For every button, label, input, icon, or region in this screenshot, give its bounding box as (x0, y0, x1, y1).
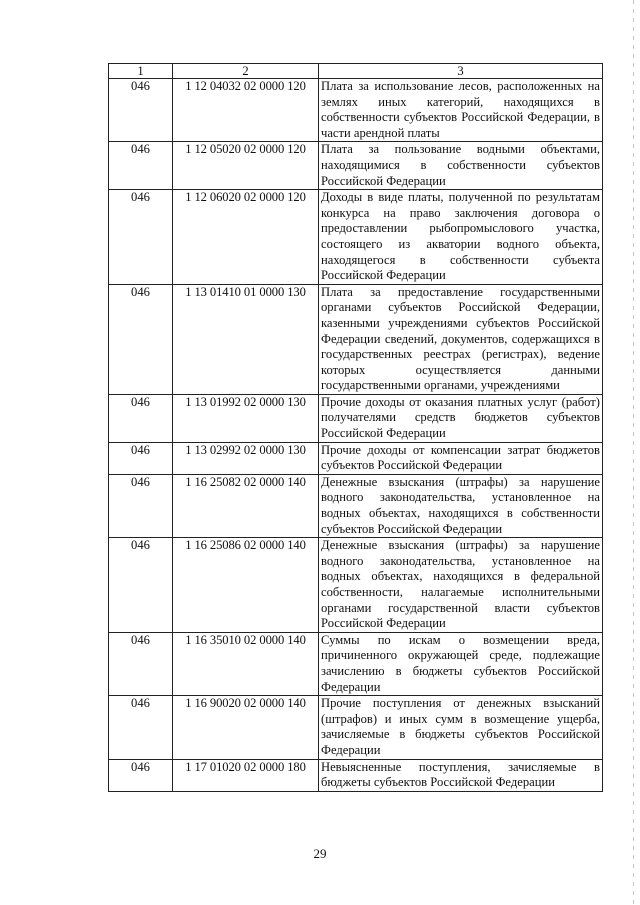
admin-code-cell: 046 (109, 632, 173, 695)
budget-classification-code-cell: 1 13 01992 02 0000 130 (173, 394, 319, 442)
admin-code-cell: 046 (109, 142, 173, 190)
table-row (109, 284, 603, 394)
budget-classification-code-cell: 1 12 06020 02 0000 120 (173, 190, 319, 285)
table-row (109, 696, 603, 759)
budget-classification-code-cell: 1 13 02992 02 0000 130 (173, 442, 319, 474)
column-header-3: 3 (319, 64, 603, 79)
table-row (109, 474, 603, 537)
budget-classification-code-cell: 1 16 90020 02 0000 140 (173, 696, 319, 759)
table-header (109, 64, 603, 79)
revenue-name-cell: Денежные взыскания (штрафы) за нарушение водного законодательства, установленное на водных объектах, находящихся в собственности субъектов Российской Федерации (319, 474, 603, 537)
scan-edge-line (633, 0, 634, 905)
table-row (109, 538, 603, 633)
table-body (109, 79, 603, 792)
revenue-name-cell: Денежные взыскания (штрафы) за нарушение водного законодательства, установленное на водных объектах, находящихся в федеральной собственности, налагаемые исполнительными органами государственной власти субъектов Российской Федерации (319, 538, 603, 633)
budget-classification-code-cell: 1 17 01020 02 0000 180 (173, 759, 319, 791)
table-row (109, 632, 603, 695)
page-number: 29 (313, 846, 327, 861)
table-row (109, 79, 603, 142)
table-row (109, 442, 603, 474)
column-header-1: 1 (109, 64, 173, 79)
budget-classification-code-cell: 1 16 25086 02 0000 140 (173, 538, 319, 633)
revenue-name-cell: Плата за предоставление государственными органами субъектов Российской Федерации, казенными учреждениями субъектов Российской Федерации сведений, документов, содержащихся в государственных реестрах (регистрах), ведение которых осуществляется данными государственными органами, учреждениями (319, 284, 603, 394)
budget-classification-code-cell: 1 16 25082 02 0000 140 (173, 474, 319, 537)
admin-code-cell: 046 (109, 394, 173, 442)
table-row (109, 190, 603, 285)
header-row (109, 64, 603, 79)
revenue-name-cell: Невыясненные поступления, зачисляемые в бюджеты субъектов Российской Федерации (319, 759, 603, 791)
revenue-name-cell: Прочие доходы от компенсации затрат бюджетов субъектов Российской Федерации (319, 442, 603, 474)
admin-code-cell: 046 (109, 759, 173, 791)
admin-code-cell: 046 (109, 190, 173, 285)
budget-classification-code-cell: 1 16 35010 02 0000 140 (173, 632, 319, 695)
admin-code-cell: 046 (109, 696, 173, 759)
table-row (109, 759, 603, 791)
revenue-name-cell: Плата за пользование водными объектами, находящимися в собственности субъектов Российской Федерации (319, 142, 603, 190)
admin-code-cell: 046 (109, 284, 173, 394)
revenue-name-cell: Прочие доходы от оказания платных услуг (работ) получателями средств бюджетов субъектов Российской Федерации (319, 394, 603, 442)
admin-code-cell: 046 (109, 79, 173, 142)
budget-classification-code-cell: 1 12 04032 02 0000 120 (173, 79, 319, 142)
revenue-codes-table (108, 63, 603, 792)
column-header-2: 2 (173, 64, 319, 79)
revenue-name-cell: Прочие поступления от денежных взысканий (штрафов) и иных сумм в возмещение ущерба, зачисляемые в бюджеты субъектов Российской Федерации (319, 696, 603, 759)
admin-code-cell: 046 (109, 474, 173, 537)
budget-classification-code-cell: 1 13 01410 01 0000 130 (173, 284, 319, 394)
admin-code-cell: 046 (109, 442, 173, 474)
budget-classification-code-cell: 1 12 05020 02 0000 120 (173, 142, 319, 190)
table-row (109, 142, 603, 190)
revenue-name-cell: Плата за использование лесов, расположенных на землях иных категорий, находящихся в собственности субъектов Российской Федерации, в части арендной платы (319, 79, 603, 142)
admin-code-cell: 046 (109, 538, 173, 633)
revenue-name-cell: Суммы по искам о возмещении вреда, причиненного окружающей среде, подлежащие зачислению в бюджеты субъектов Российской Федерации (319, 632, 603, 695)
revenue-name-cell: Доходы в виде платы, полученной по результатам конкурса на право заключения договора о предоставлении рыбопромыслового участка, состоящего из акватории водного объекта, находящегося в собственности субъекта Российской Федерации (319, 190, 603, 285)
table-row (109, 394, 603, 442)
